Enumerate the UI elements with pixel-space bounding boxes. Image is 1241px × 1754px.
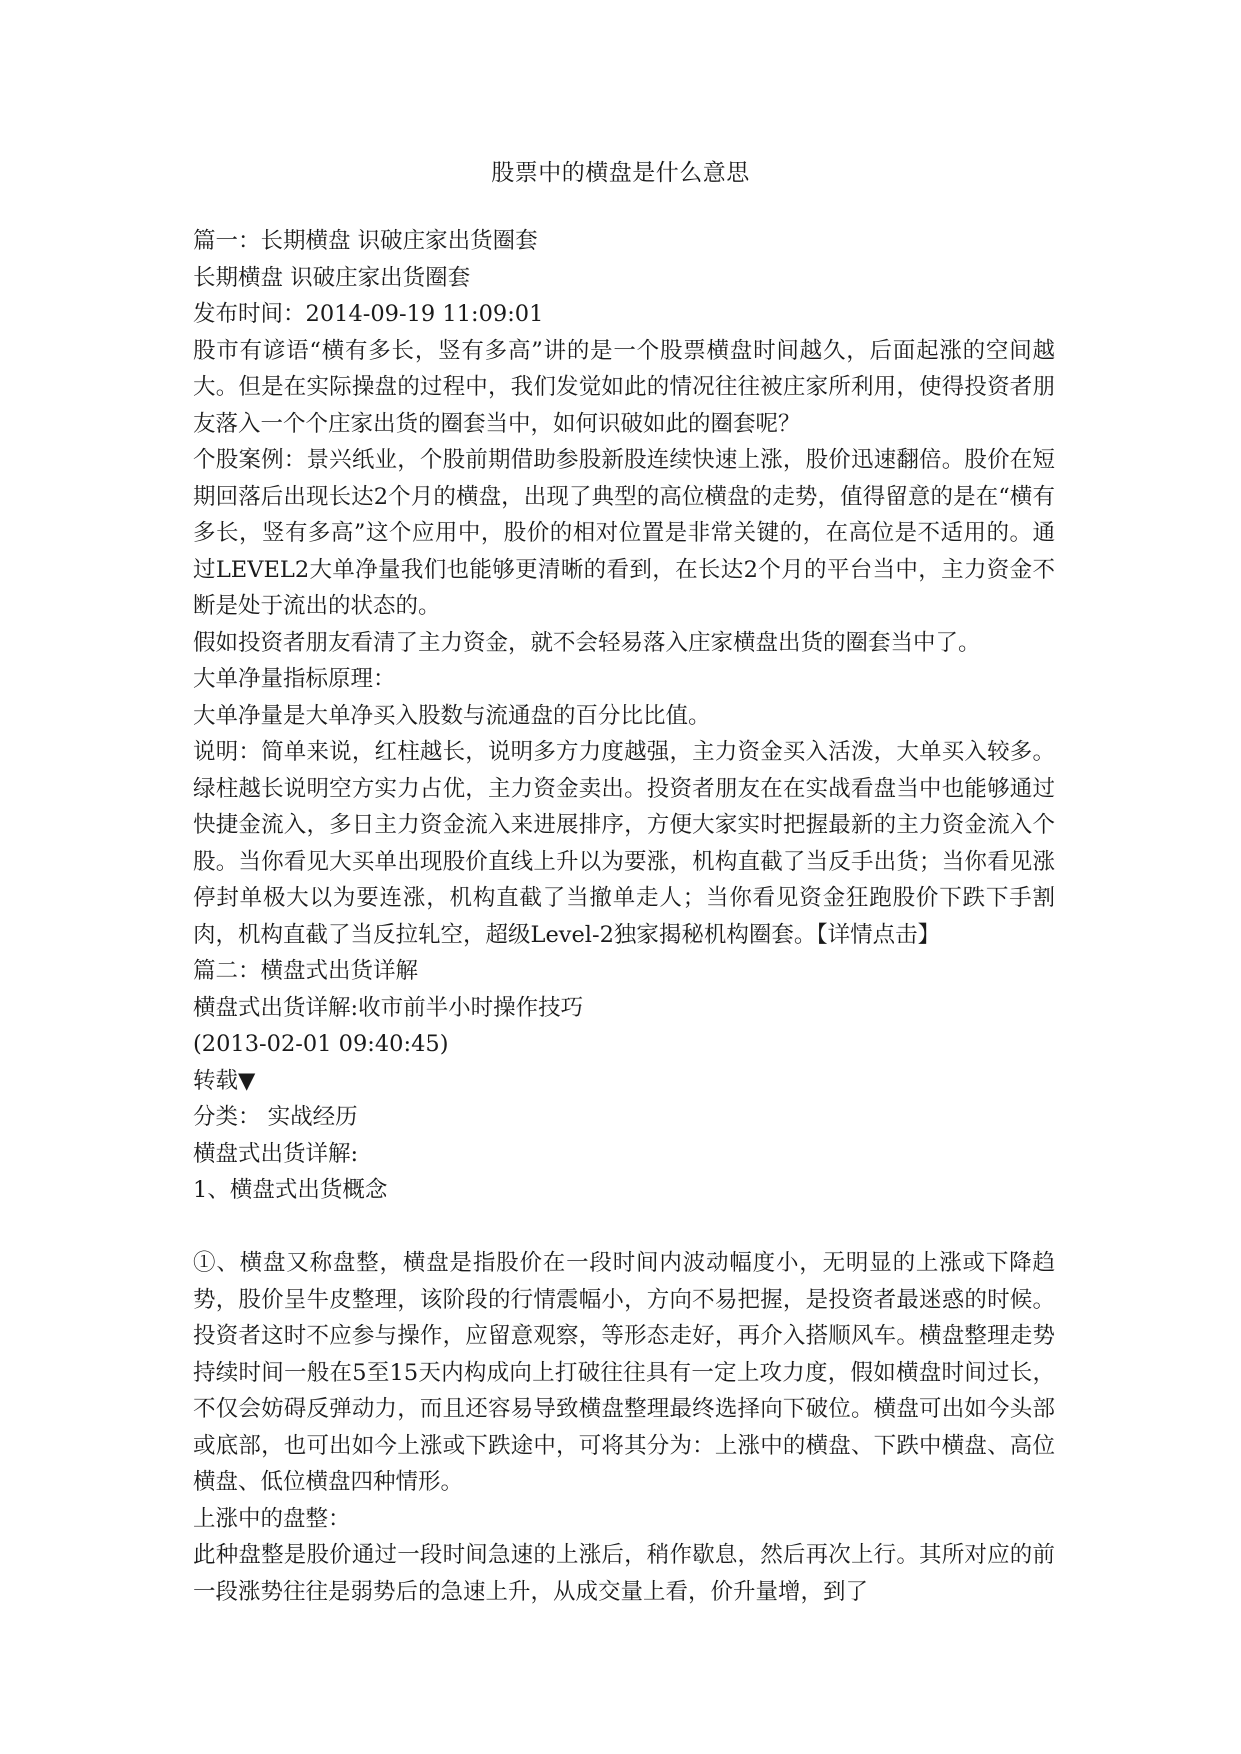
paragraph: 长期横盘 识破庄家出货圈套: [193, 264, 471, 291]
paragraph: 横盘式出货详解:: [193, 1140, 359, 1167]
paragraph: 上涨中的盘整：: [193, 1505, 351, 1532]
paragraph: 横盘式出货详解:收市前半小时操作技巧: [193, 994, 584, 1021]
paragraph: 大单净量是大单净买入股数与流通盘的百分比比值。: [193, 702, 711, 729]
paragraph: 说明：简单来说，红柱越长，说明多方力度越强，主力资金买入活泼，大单买入较多。绿柱越长说明空方实力占优，主力资金卖出。投资者朋友在在实战看盘当中也能够通过快捷金流入，多日主力资金流入来进展排序，方便大家实时把握最新的主力资金流入个股。当你看见大买单出现股价直线上升以为要涨，机构直截了当反手出货；当你看见涨停封单极大以为要连涨，机构直截了当撤单走人；当你看见资金狂跑股价下跌下手割肉，机构直截了当反拉轧空，超级Level-2独家揭秘机构圈套。【详情点击】: [193, 739, 1055, 948]
paragraph: 分类： 实战经历: [193, 1104, 358, 1130]
paragraph: 假如投资者朋友看清了主力资金，就不会轻易落入庄家横盘出货的圈套当中了。: [193, 629, 981, 656]
paragraph: ①、横盘又称盘整，横盘是指股价在一段时间内波动幅度小，无明显的上涨或下降趋势，股价呈牛皮整理，该阶段的行情震幅小，方向不易把握，是投资者最迷惑的时候。投资者这时不应参与操作，应留意观察，等形态走好，再介入搭顺风车。横盘整理走势持续时间一般在5至15天内构成向上打破往往具有一定上攻力度，假如横盘时间过长，不仅会妨碍反弹动力，而且还容易导致横盘整理最终选择向下破位。横盘可出如今头部或底部，也可出如今上涨或下跌途中，可将其分为：上涨中的横盘、下跌中横盘、高位横盘、低位横盘四种情形。: [193, 1250, 1055, 1495]
paragraph: 发布时间：2014-09-19 11:09:01: [193, 301, 544, 327]
paragraph: 篇二：横盘式出货详解: [193, 958, 419, 984]
paragraph: 篇一：长期横盘 识破庄家出货圈套: [193, 228, 538, 254]
paragraph: 个股案例：景兴纸业，个股前期借助参股新股连续快速上涨，股价迅速翻倍。股价在短期回落后出现长达2个月的横盘，出现了典型的高位横盘的走势，值得留意的是在“横有多长，竖有多高”这个应用中，股价的相对位置是非常关键的，在高位是不适用的。通过LEVEL2大单净量我们也能够更清晰的看到，在长达2个月的平台当中，主力资金不断是处于流出的状态的。: [193, 447, 1055, 619]
paragraph: (2013-02-01 09:40:45): [193, 1031, 449, 1057]
document-body: [193, 223, 1055, 1610]
paragraph: 大单净量指标原理：: [193, 666, 396, 692]
paragraph: 1、横盘式出货概念: [193, 1177, 388, 1203]
paragraph: 股市有谚语“横有多长，竖有多高”讲的是一个股票横盘时间越久，后面起涨的空间越大。但是在实际操盘的过程中，我们发觉如此的情况往往被庄家所利用，使得投资者朋友落入一个个庄家出货的圈套当中，如何识破如此的圈套呢？: [193, 337, 1055, 437]
paragraph: 转载▼: [193, 1067, 256, 1094]
paragraph: 此种盘整是股价通过一段时间急速的上涨后，稍作歇息，然后再次上行。其所对应的前一段涨势往往是弱势后的急速上升，从成交量上看，价升量增，到了: [193, 1542, 1055, 1605]
blank-line: [193, 1209, 1055, 1246]
document-title: 股票中的横盘是什么意思: [491, 160, 750, 186]
